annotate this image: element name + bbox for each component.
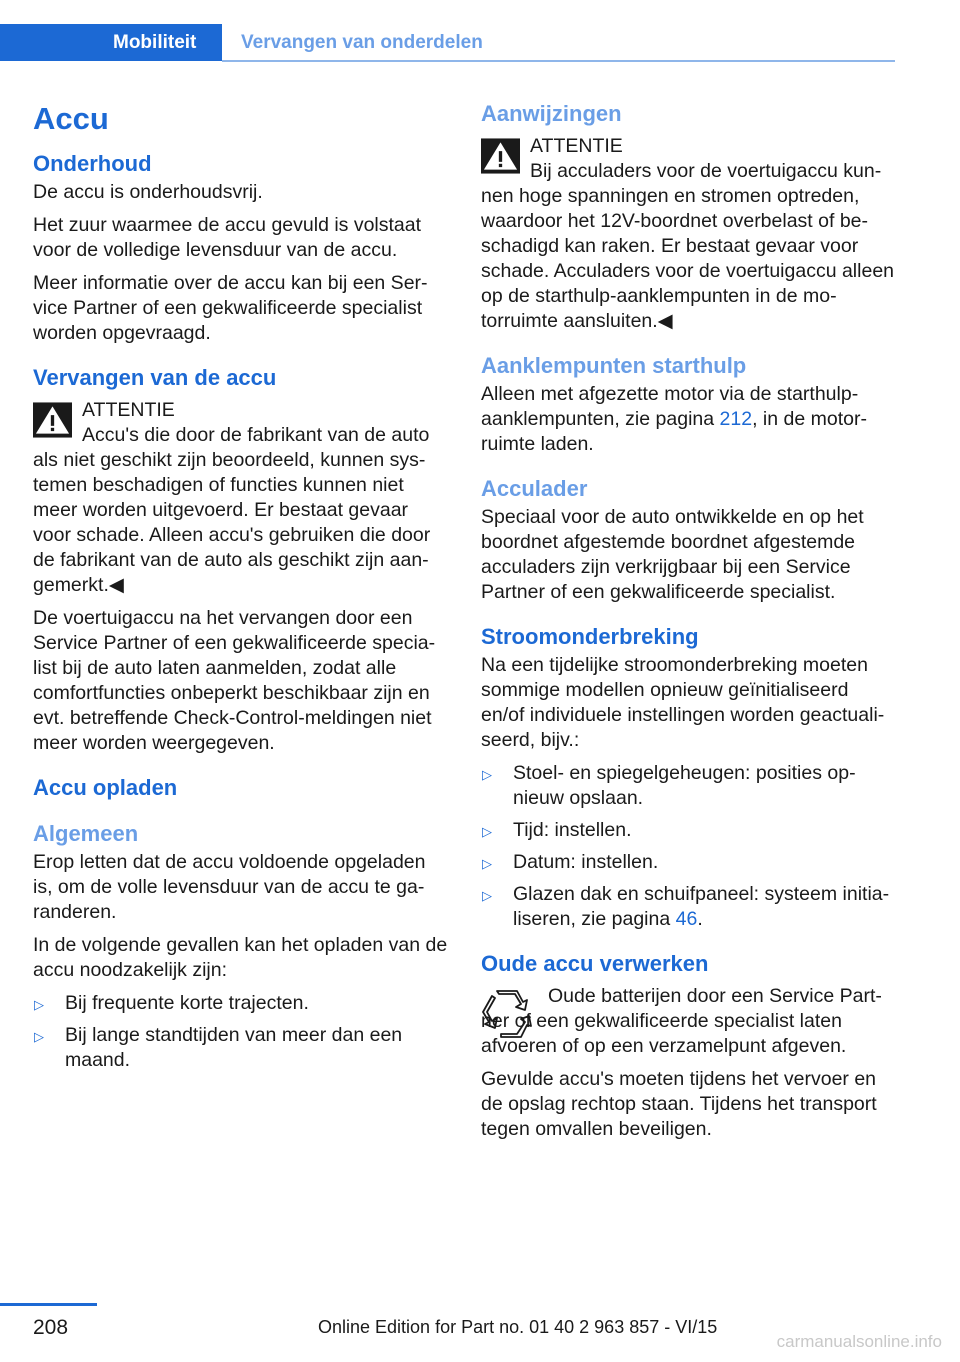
- list-item: [481, 882, 896, 932]
- right-column: [481, 100, 896, 1150]
- paragraph: Meer informatie over de accu kan bij een Service Partner of een gekwalificeerde specialist worden opgevraagd.: [33, 272, 428, 344]
- heading-aanklempunten: Aanklempunten starthulp: [481, 353, 747, 378]
- heading-stroomonderbreking: Stroomonderbreking: [481, 624, 699, 649]
- warning-block: [481, 134, 896, 334]
- bullet-list: [481, 761, 896, 932]
- paragraph-text: Alleen met afgezette motor via de starthulp-aanklempunten, zie pagina: [481, 383, 859, 430]
- page-link-212[interactable]: 212: [719, 408, 753, 430]
- heading-acculader: Acculader: [481, 476, 588, 501]
- triangle-bullet-icon: ▷: [482, 767, 492, 782]
- warning-label: ATTENTIE: [82, 399, 175, 421]
- paragraph-text: , in de motorruimte laden.: [481, 408, 867, 455]
- warning-triangle-icon: [481, 138, 520, 174]
- triangle-bullet-icon: ▷: [34, 997, 44, 1012]
- triangle-bullet-icon: ▷: [34, 1029, 44, 1044]
- paragraph: [481, 382, 896, 457]
- paragraph: Speciaal voor de auto ontwikkelde en op het boordnet afgestemde boordnet afgestemde acculaders zijn verkrijgbaar bij een Service Partner of een gekwalificeerde specialist.: [481, 506, 864, 603]
- list-item-text: Tijd: instellen.: [513, 819, 632, 841]
- paragraph: In de volgende gevallen kan het opladen van de accu noodzakelijk zijn:: [33, 934, 448, 981]
- triangle-bullet-icon: ▷: [482, 888, 492, 903]
- paragraph: Het zuur waarmee de accu gevuld is volstaat voor de volledige levensduur van de accu.: [33, 214, 422, 261]
- list-item: [481, 850, 896, 875]
- warning-text: Bij acculaders voor de voertuigaccu kunnen hoge spanningen en stromen optreden, waardoor het 12V-boordnet overbelast of beschadigd kan raken. Er bestaat gevaar voor schade. Acculaders voor de voertuigaccu alleen op de starthulp-aanklempunten in de motorruimte aansluiten.◀: [481, 160, 895, 332]
- page-link-46[interactable]: 46: [675, 908, 698, 930]
- footer-rule: [0, 1303, 97, 1306]
- warning-triangle-icon: [33, 402, 72, 438]
- paragraph: Na een tijdelijke stroomonderbreking moeten sommige modellen opnieuw geïnitialiseerd en/of individuele instellingen worden geactualiseerd, bijv.:: [481, 654, 885, 751]
- warning-block: [33, 398, 448, 598]
- bullet-list: [33, 991, 448, 1073]
- list-item-text: Stoel- en spiegelgeheugen: posities opnieuw opslaan.: [513, 762, 856, 809]
- list-item-text: Bij frequente korte trajecten.: [65, 992, 309, 1014]
- heading-algemeen: Algemeen: [33, 821, 139, 846]
- watermark: carmanualsonline.info: [776, 1332, 942, 1351]
- heading-onderhoud: Onderhoud: [33, 151, 152, 176]
- triangle-bullet-icon: ▷: [482, 856, 492, 871]
- section-title[interactable]: Vervangen van onderdelen: [241, 32, 483, 53]
- chapter-tab[interactable]: Mobiliteit: [0, 24, 222, 61]
- list-item-text: Glazen dak en schuifpaneel: systeem initialiseren, zie pagina: [513, 883, 890, 930]
- recycle-icon: [481, 988, 533, 1038]
- list-item-text: .: [697, 908, 703, 930]
- triangle-bullet-icon: ▷: [482, 824, 492, 839]
- page-title: Accu: [33, 101, 109, 136]
- page-number: 208: [33, 1316, 69, 1339]
- list-item: [33, 1023, 448, 1073]
- heading-opladen: Accu opladen: [33, 775, 178, 800]
- heading-oude-accu: Oude accu verwerken: [481, 951, 709, 976]
- warning-label: ATTENTIE: [530, 135, 623, 157]
- recycle-block: [481, 984, 896, 1059]
- left-column: [33, 100, 448, 1080]
- page-header: [0, 24, 895, 64]
- header-rule: [222, 60, 895, 62]
- heading-vervangen: Vervangen van de accu: [33, 365, 277, 390]
- edition-note: Online Edition for Part no. 01 40 2 963 857 - VI/15: [318, 1317, 718, 1337]
- list-item-text: Datum: instellen.: [513, 851, 659, 873]
- paragraph: Gevulde accu's moeten tijdens het vervoer en de opslag rechtop staan. Tijdens het transport tegen omvallen beveiligen.: [481, 1068, 877, 1140]
- warning-text: Accu's die door de fabrikant van de auto als niet geschikt zijn beoordeeld, kunnen systemen beschadigen of functies kunnen niet meer worden uitgevoerd. Er bestaat gevaar voor schade. Alleen accu's gebruiken die door de fabrikant van de auto als geschikt zijn aangemerkt.◀: [33, 424, 431, 596]
- list-item: [481, 761, 896, 811]
- heading-aanwijzingen: Aanwijzingen: [481, 101, 622, 126]
- list-item: [481, 818, 896, 843]
- list-item-text: Bij lange standtijden van meer dan een maand.: [65, 1024, 403, 1071]
- paragraph: De voertuigaccu na het vervangen door een Service Partner of een gekwalificeerde specialist bij de auto laten aanmelden, zodat alle comfortfuncties onbeperkt beschikbaar zijn en evt. betreffende Check-Control-meldingen niet meer worden weergegeven.: [33, 607, 436, 754]
- paragraph: De accu is onderhoudsvrij.: [33, 181, 263, 203]
- recycle-text: Oude batterijen door een Service Partner of een gekwalificeerde specialist laten afvoeren of op een verzamelpunt afgeven.: [481, 985, 882, 1057]
- list-item: [33, 991, 448, 1016]
- paragraph: Erop letten dat de accu voldoende opgeladen is, om de volle levensduur van de accu te garanderen.: [33, 851, 426, 923]
